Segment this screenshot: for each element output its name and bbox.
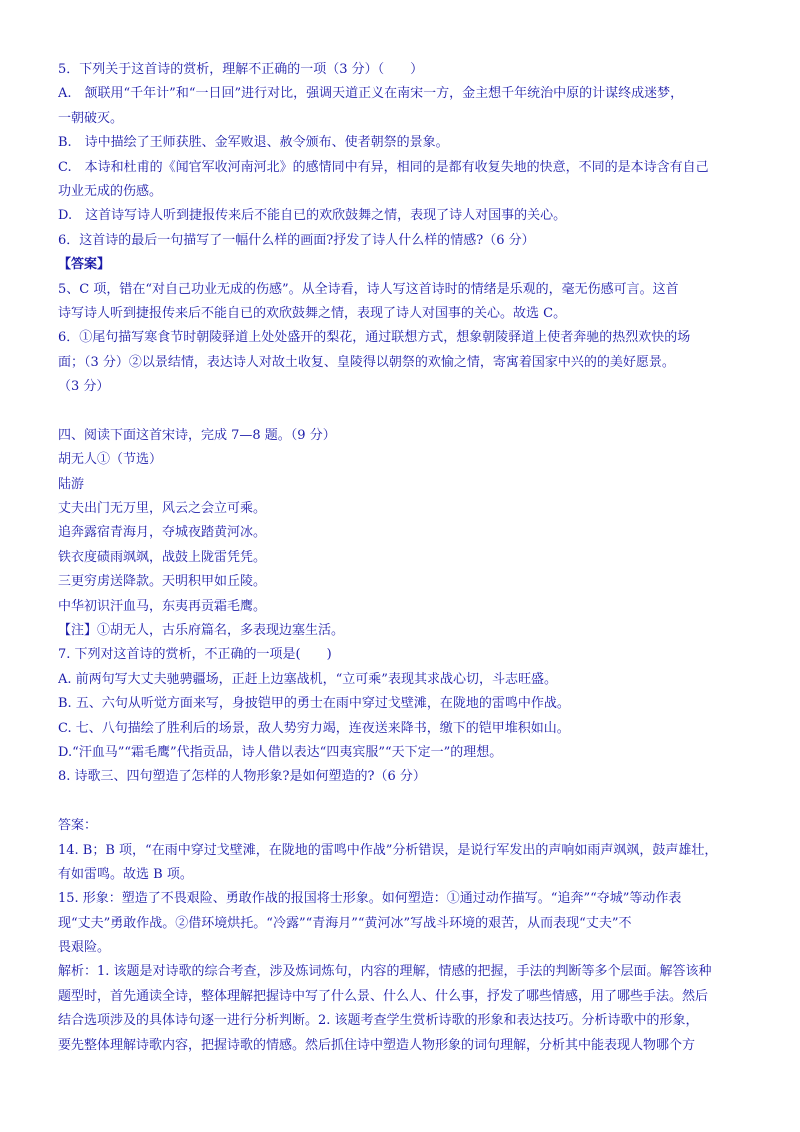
text-line: D. 这首诗写诗人听到捷报传来后不能自已的欢欣鼓舞之情，表现了诗人对国事的关心。 bbox=[58, 208, 567, 224]
section-answers bbox=[58, 814, 758, 1058]
spacer bbox=[58, 790, 758, 814]
answer-line: 畏艰险。 bbox=[58, 940, 111, 956]
document-page bbox=[58, 58, 758, 1058]
question-line: 8. 诗歌三、四句塑造了怎样的人物形象?是如何塑造的?（6 分） bbox=[58, 769, 426, 785]
analysis-line: 解析：1. 该题是对诗歌的综合考查，涉及炼词炼句，内容的理解，情感的把握，手法的判断等多个层面。解答该种 bbox=[58, 964, 712, 980]
answer-line: 14. B；B 项，“在雨中穿过戈壁滩，在陇地的雷鸣中作战”分析错误，是说行军发出的声响如雨声飒飒，鼓声雄壮， bbox=[58, 842, 718, 858]
answer-heading: 【答案】 bbox=[58, 257, 111, 273]
text-line: 功业无成的伤感。 bbox=[58, 183, 163, 199]
answer-line: 现“丈夫”勇敢作战。②借环境烘托。“冷露”“青海月”“黄河冰”写战斗环境的艰苦，从而表现“丈夫”不 bbox=[58, 915, 632, 931]
poem-line: 丈夫出门无万里，风云之会立可乘。 bbox=[58, 501, 267, 517]
question-line: 7. 下列对这首诗的赏析，不正确的一项是( ) bbox=[58, 647, 332, 663]
answer-line: 有如雷鸣。故选 B 项。 bbox=[58, 866, 193, 882]
question-line: D.“汗血马”“霜毛鹰”代指贡品，诗人借以表达“四夷宾服”“天下定一”的理想。 bbox=[58, 744, 503, 760]
poem-title: 胡无人①（节选） bbox=[58, 452, 163, 468]
question-line: C. 七、八句描绘了胜利后的场景，敌人势穷力竭，连夜送来降书，缴下的铠甲堆积如山。 bbox=[58, 720, 570, 736]
text-line: 6．这首诗的最后一句描写了一幅什么样的画面?抒发了诗人什么样的情感?（6 分） bbox=[58, 232, 535, 248]
poem-note: 【注】①胡无人，古乐府篇名，多表现边塞生活。 bbox=[58, 622, 345, 638]
text-line: 一朝破灭。 bbox=[58, 110, 124, 126]
text-line: 5．下列关于这首诗的赏析，理解不正确的一项（3 分）（ ） bbox=[58, 62, 424, 77]
poem-line: 铁衣度碛雨飒飒，战鼓上陇雷凭凭。 bbox=[58, 549, 267, 565]
text-line: C. 本诗和杜甫的《闻官军收河南河北》的感情同中有异，相同的是都有收复失地的快意，不同的是本诗含有自己 bbox=[58, 159, 709, 175]
question-line: B. 五、六句从听觉方面来写，身披铠甲的勇士在雨中穿过戈壁滩，在陇地的雷鸣中作战。 bbox=[58, 696, 570, 712]
poem-line: 追奔露宿青海月，夺城夜踏黄河冰。 bbox=[58, 525, 267, 541]
answer-line: 15. 形象：塑造了不畏艰险、勇敢作战的报国将士形象。如何塑造：①通过动作描写。“追奔”“夺城”等动作表 bbox=[58, 891, 682, 907]
answer-line: 5、C 项，错在“对自己功业无成的伤感”。从全诗看，诗人写这首诗时的情绪是乐观的，毫无伤感可言。这首 bbox=[58, 281, 679, 297]
answer-line: 6．①尾句描写寒食节时朝陵驿道上处处盛开的梨花，通过联想方式，想象朝陵驿道上使者奔驰的热烈欢快的场 bbox=[58, 330, 691, 346]
text-line: A. 颔联用“千年计”和“一日回”进行对比，强调天道正义在南宋一方，金主想千年统治中原的计谋终成迷梦， bbox=[58, 86, 684, 102]
answer-line: 面；（3 分）②以景结情，表达诗人对故土收复、皇陵得以朝祭的欢愉之情，寄寓着国家中兴的的美好愿景。 bbox=[58, 354, 675, 370]
poem-line: 三更穷虏送降款。天明积甲如丘陵。 bbox=[58, 574, 267, 590]
poem-author: 陆游 bbox=[58, 476, 85, 492]
analysis-line: 要先整体理解诗歌内容，把握诗歌的情感。然后抓住诗中塑造人物形象的词句理解，分析其中能表现人物哪个方 bbox=[58, 1037, 696, 1053]
analysis-line: 结合选项涉及的具体诗句逐一进行分析判断。2. 该题考查学生赏析诗歌的形象和表达技巧。分析诗歌中的形象， bbox=[58, 1013, 699, 1029]
section-question-5-6 bbox=[58, 58, 758, 399]
spacer bbox=[58, 399, 758, 423]
analysis-line: 题型时，首先通读全诗，整体理解把握诗中写了什么景、什么人、什么事，抒发了哪些情感，用了哪些手法。然后 bbox=[58, 988, 709, 1004]
answer-line: （3 分） bbox=[58, 379, 110, 395]
section-poem-7-8 bbox=[58, 424, 758, 790]
question-line: A. 前两句写大丈夫驰骋疆场，正赶上边塞战机，“立可乘”表现其求战心切，斗志旺盛。 bbox=[58, 671, 557, 687]
section-heading: 四、阅读下面这首宋诗，完成 7—8 题。（9 分） bbox=[58, 427, 336, 443]
answer-line: 诗写诗人听到捷报传来后不能自已的欢欣鼓舞之情，表现了诗人对国事的关心。故选 C。 bbox=[58, 305, 567, 321]
text-line: B. 诗中描绘了王师获胜、金军败退、赦令颁布、使者朝祭的景象。 bbox=[58, 135, 449, 151]
answer-heading: 答案： bbox=[58, 818, 98, 834]
poem-line: 中华初识汗血马，东夷再贡霜毛鹰。 bbox=[58, 598, 267, 614]
